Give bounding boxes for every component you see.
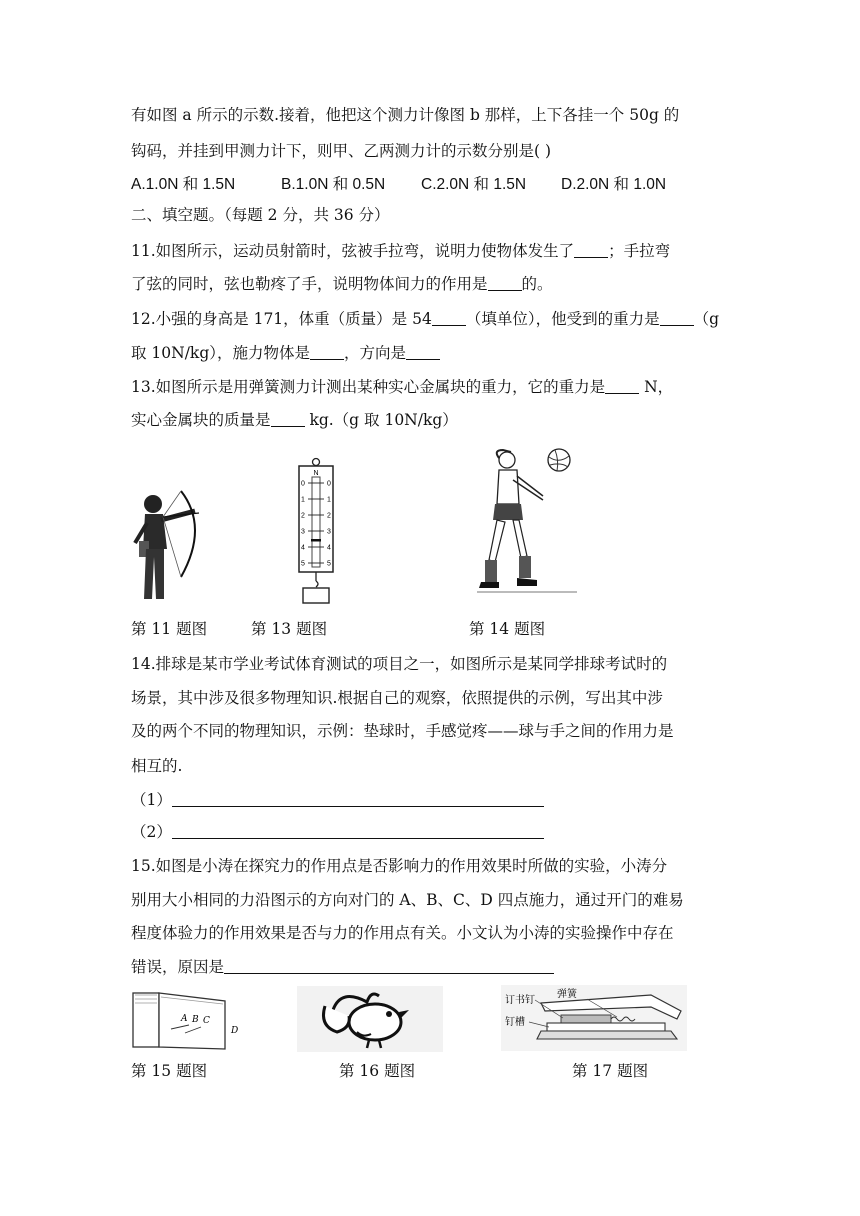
- q15-line2: 别用大小相同的力沿图示的方向对门的 A、B、C、D 四点施力，通过开门的难易: [131, 891, 684, 909]
- scale-tick-label: 2: [327, 512, 331, 520]
- scale-tick-label: 1: [327, 496, 331, 504]
- door-label-b: B: [192, 1015, 199, 1025]
- q12-blank-unit[interactable]: [432, 310, 466, 326]
- q10-option-d: D.2.0N 和 1.0N: [561, 176, 667, 193]
- q12-blank-direction[interactable]: [406, 344, 440, 360]
- scale-unit-label: N: [313, 470, 319, 477]
- volleyball-player-figure: [477, 440, 577, 610]
- q12-blank-agent[interactable]: [310, 344, 344, 360]
- q10-line2: 钩码，并挂到甲测力计下，则甲、乙两测力计的示数分别是( ): [131, 142, 552, 160]
- q15-text-end: 错误，原因是: [131, 958, 225, 976]
- q13-blank-mass[interactable]: [271, 411, 305, 427]
- scale-tick-label: 1: [301, 496, 305, 504]
- q10-option-a: A.1.0N 和 1.5N: [131, 176, 236, 193]
- q11-text-c: 了弦的同时，弦也勒疼了手，说明物体间力的作用是: [131, 275, 488, 293]
- scale-tick-label: 2: [301, 512, 305, 520]
- caption-fig15: 第 15 题图: [131, 1062, 208, 1080]
- q14-line4: 相互的.: [131, 757, 183, 775]
- stapler-label-staples: 订书钉: [505, 995, 535, 1006]
- q10-option-b: B.1.0N 和 0.5N: [281, 176, 386, 193]
- q12-line2: [131, 343, 440, 363]
- q12-blank-gravity[interactable]: [660, 310, 694, 326]
- q14-line3: 及的两个不同的物理知识，示例：垫球时，手感觉疼——球与手之间的作用力是: [131, 722, 674, 740]
- q12-text-b: （填单位），他受到的重力是: [465, 310, 660, 328]
- bird-figure: [297, 986, 443, 1052]
- q15-line4: [131, 957, 554, 977]
- spring-scale-figure: [291, 457, 341, 607]
- q15-line3: 程度体验力的作用效果是否与力的作用点有关。小文认为小涛的实验操作中存在: [131, 924, 674, 942]
- q11-blank-1[interactable]: [574, 242, 608, 258]
- q14-item1: [131, 790, 544, 810]
- q10-option-c: C.2.0N 和 1.5N: [421, 176, 527, 193]
- q14-line1: 14.排球是某市学业考试体育测试的项目之一，如图所示是某同学排球考试时的: [131, 655, 668, 673]
- door-label-c: C: [203, 1016, 210, 1026]
- q13-text-d: kg.（g 取 10N/kg）: [304, 411, 458, 429]
- scale-tick-label: 3: [301, 528, 305, 536]
- q11-text-d: 的。: [521, 275, 553, 293]
- caption-fig13: 第 13 题图: [251, 620, 328, 638]
- q13-text-c: 实心金属块的质量是: [131, 411, 271, 429]
- q14-item2: [131, 822, 544, 842]
- door-label-a: A: [181, 1014, 188, 1024]
- q11-line1: [131, 241, 670, 261]
- q11-text-a: 11.如图所示，运动员射箭时，弦被手拉弯，说明力使物体发生了: [131, 242, 575, 260]
- archer-figure: [133, 487, 205, 607]
- q12-text-e: ，方向是: [344, 344, 407, 362]
- scale-tick-label: 3: [327, 528, 331, 536]
- q14-answer-2[interactable]: [172, 823, 544, 839]
- scale-tick-label: 4: [301, 544, 305, 552]
- caption-fig17: 第 17 题图: [572, 1062, 649, 1080]
- q13-blank-weight[interactable]: [605, 378, 639, 394]
- q11-text-b: ；手拉弯: [608, 242, 671, 260]
- caption-fig16: 第 16 题图: [339, 1062, 416, 1080]
- q14-answer-1[interactable]: [172, 791, 544, 807]
- q14-item1-label: （1）: [131, 791, 172, 809]
- stapler-label-spring: 弹簧: [557, 989, 577, 1000]
- q13-line2: [131, 410, 458, 430]
- q14-line2: 场景，其中涉及很多物理知识.根据自己的观察，依照提供的示例，写出其中涉: [131, 689, 663, 707]
- door-label-d: D: [231, 1026, 239, 1036]
- section2-title: 二、填空题。（每题 2 分，共 36 分）: [131, 206, 390, 224]
- q12-text-a: 12.小强的身高是 171，体重（质量）是 54: [131, 310, 432, 328]
- scale-tick-label: 5: [327, 560, 331, 568]
- q13-text-b: N，: [639, 378, 674, 396]
- door-figure: [131, 989, 249, 1051]
- caption-fig14: 第 14 题图: [469, 620, 546, 638]
- scale-tick-label: 0: [301, 480, 305, 488]
- caption-fig11: 第 11 题图: [131, 620, 208, 638]
- q14-item2-label: （2）: [131, 823, 172, 841]
- q12-text-d: 取 10N/kg），施力物体是: [131, 344, 310, 362]
- scale-tick-label: 4: [327, 544, 331, 552]
- scale-tick-label: 0: [327, 480, 331, 488]
- q11-line2: [131, 274, 553, 294]
- q13-text-a: 13.如图所示是用弹簧测力计测出某种实心金属块的重力，它的重力是: [131, 378, 606, 396]
- q11-blank-2[interactable]: [488, 275, 522, 291]
- stapler-figure: [501, 985, 687, 1051]
- q15-answer[interactable]: [224, 958, 554, 974]
- q15-line1: 15.如图是小涛在探究力的作用点是否影响力的作用效果时所做的实验，小涛分: [131, 857, 668, 875]
- q12-line1: [131, 309, 719, 329]
- q10-line1: 有如图 a 所示的示数.接着，他把这个测力计像图 b 那样，上下各挂一个 50g 的: [131, 106, 680, 124]
- stapler-label-groove: 钉槽: [505, 1017, 525, 1028]
- q13-line1: [131, 377, 673, 397]
- scale-tick-label: 5: [301, 560, 305, 568]
- q12-text-c: （g: [693, 310, 720, 328]
